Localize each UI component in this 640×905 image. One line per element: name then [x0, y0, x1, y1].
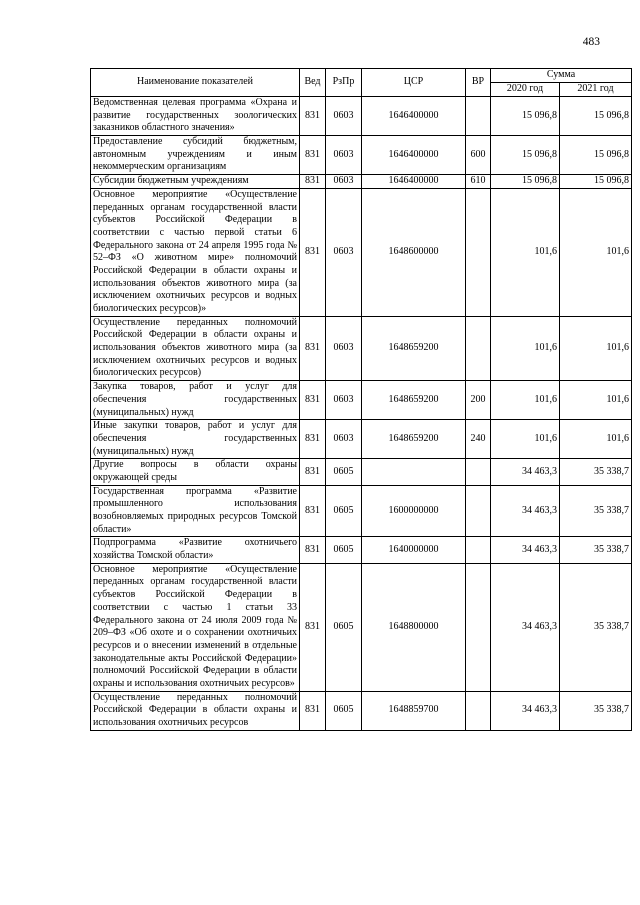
cell-rzpr: 0605	[326, 459, 362, 485]
cell-sum-2021: 35 338,7	[560, 485, 632, 537]
cell-sum-2020: 101,6	[491, 381, 560, 420]
cell-name: Осуществление переданных полномочий Российской Федерации в области охраны и использования охотничьих ресурсов	[91, 691, 300, 730]
header-ved: Вед	[300, 69, 326, 97]
cell-ved: 831	[300, 563, 326, 691]
cell-vr: 240	[466, 420, 491, 459]
cell-name: Субсидии бюджетным учреждениям	[91, 175, 300, 189]
cell-sum-2021: 15 096,8	[560, 97, 632, 136]
budget-table	[90, 68, 632, 731]
cell-sum-2021: 101,6	[560, 420, 632, 459]
cell-ved: 831	[300, 537, 326, 563]
cell-sum-2020: 15 096,8	[491, 175, 560, 189]
table-body	[91, 97, 632, 731]
cell-rzpr: 0603	[326, 175, 362, 189]
cell-sum-2020: 34 463,3	[491, 563, 560, 691]
cell-name: Государственная программа «Развитие промышленного использования возобновляемых природных ресурсов Томской области»	[91, 485, 300, 537]
cell-rzpr: 0605	[326, 485, 362, 537]
cell-sum-2021: 15 096,8	[560, 136, 632, 175]
cell-ved: 831	[300, 420, 326, 459]
table-header	[91, 69, 632, 97]
cell-sum-2020: 34 463,3	[491, 459, 560, 485]
cell-sum-2020: 15 096,8	[491, 136, 560, 175]
header-name: Наименование показателей	[91, 69, 300, 97]
cell-sum-2021: 101,6	[560, 381, 632, 420]
cell-csr: 1648659200	[362, 381, 466, 420]
cell-ved: 831	[300, 188, 326, 316]
cell-vr: 610	[466, 175, 491, 189]
cell-csr: 1640000000	[362, 537, 466, 563]
cell-sum-2021: 35 338,7	[560, 537, 632, 563]
cell-vr	[466, 485, 491, 537]
table-row	[91, 316, 632, 380]
cell-csr: 1646400000	[362, 136, 466, 175]
cell-sum-2021: 35 338,7	[560, 691, 632, 730]
cell-csr: 1646400000	[362, 97, 466, 136]
cell-sum-2021: 101,6	[560, 316, 632, 380]
cell-vr	[466, 188, 491, 316]
cell-rzpr: 0603	[326, 381, 362, 420]
cell-sum-2020: 101,6	[491, 188, 560, 316]
cell-rzpr: 0603	[326, 188, 362, 316]
header-sum: Сумма	[491, 69, 632, 83]
cell-csr: 1648800000	[362, 563, 466, 691]
header-2020: 2020 год	[491, 83, 560, 97]
cell-name: Основное мероприятие «Осуществление переданных органам государственной власти субъектов Российской Федерации в соответствии с частью первой статьи 6 Федерального закона от 24 апреля 1995 года № 52–ФЗ «О животном мире» полномочий Российской Федерации в области охраны и использования объектов животного мира (за исключением охотничьих ресурсов и водных биологических ресурсов)»	[91, 188, 300, 316]
cell-vr	[466, 691, 491, 730]
cell-sum-2020: 34 463,3	[491, 537, 560, 563]
cell-ved: 831	[300, 381, 326, 420]
cell-rzpr: 0603	[326, 97, 362, 136]
cell-sum-2021: 35 338,7	[560, 563, 632, 691]
cell-ved: 831	[300, 691, 326, 730]
cell-csr: 1648659200	[362, 420, 466, 459]
cell-rzpr: 0605	[326, 563, 362, 691]
cell-ved: 831	[300, 175, 326, 189]
cell-vr	[466, 537, 491, 563]
cell-vr: 200	[466, 381, 491, 420]
cell-csr: 1648859700	[362, 691, 466, 730]
table-row	[91, 691, 632, 730]
cell-rzpr: 0605	[326, 537, 362, 563]
cell-name: Другие вопросы в области охраны окружающей среды	[91, 459, 300, 485]
cell-rzpr: 0603	[326, 316, 362, 380]
cell-name: Основное мероприятие «Осуществление переданных органам государственной власти субъектов Российской Федерации в соответствии с частью 1 статьи 33 Федерального закона от 24 июля 2009 года № 209–ФЗ «Об охоте и о сохранении охотничьих ресурсов и о внесении изменений в отдельные законодательные акты Российской Федерации» полномочий Российской Федерации в области охраны и использования охотничьих ресурсов»	[91, 563, 300, 691]
cell-csr	[362, 459, 466, 485]
cell-csr: 1646400000	[362, 175, 466, 189]
cell-sum-2020: 15 096,8	[491, 97, 560, 136]
cell-csr: 1648659200	[362, 316, 466, 380]
page-number: 483	[582, 36, 600, 48]
cell-rzpr: 0603	[326, 136, 362, 175]
cell-rzpr: 0605	[326, 691, 362, 730]
header-2021: 2021 год	[560, 83, 632, 97]
cell-name: Иные закупки товаров, работ и услуг для обеспечения государственных (муниципальных) нужд	[91, 420, 300, 459]
table-row	[91, 175, 632, 189]
cell-csr: 1648600000	[362, 188, 466, 316]
table-row	[91, 188, 632, 316]
table-row	[91, 420, 632, 459]
cell-name: Подпрограмма «Развитие охотничьего хозяйства Томской области»	[91, 537, 300, 563]
table-row	[91, 136, 632, 175]
cell-ved: 831	[300, 485, 326, 537]
cell-name: Предоставление субсидий бюджетным, автономным учреждениям и иным некоммерческим организациям	[91, 136, 300, 175]
cell-ved: 831	[300, 136, 326, 175]
table-row	[91, 563, 632, 691]
table-row	[91, 381, 632, 420]
cell-sum-2020: 34 463,3	[491, 691, 560, 730]
cell-vr	[466, 563, 491, 691]
table-row	[91, 537, 632, 563]
cell-vr: 600	[466, 136, 491, 175]
cell-csr: 1600000000	[362, 485, 466, 537]
cell-name: Ведомственная целевая программа «Охрана и развитие государственных зоологических заказников областного значения»	[91, 97, 300, 136]
cell-name: Осуществление переданных полномочий Российской Федерации в области охраны и использования объектов животного мира (за исключением охотничьих ресурсов и водных биологических ресурсов)	[91, 316, 300, 380]
cell-ved: 831	[300, 97, 326, 136]
cell-sum-2020: 101,6	[491, 420, 560, 459]
cell-rzpr: 0603	[326, 420, 362, 459]
header-vr: ВР	[466, 69, 491, 97]
cell-vr	[466, 316, 491, 380]
cell-sum-2021: 101,6	[560, 188, 632, 316]
cell-sum-2020: 101,6	[491, 316, 560, 380]
cell-sum-2021: 15 096,8	[560, 175, 632, 189]
header-csr: ЦСР	[362, 69, 466, 97]
cell-name: Закупка товаров, работ и услуг для обеспечения государственных (муниципальных) нужд	[91, 381, 300, 420]
table-row	[91, 485, 632, 537]
cell-vr	[466, 459, 491, 485]
cell-sum-2021: 35 338,7	[560, 459, 632, 485]
cell-sum-2020: 34 463,3	[491, 485, 560, 537]
cell-vr	[466, 97, 491, 136]
cell-ved: 831	[300, 459, 326, 485]
table-row	[91, 459, 632, 485]
cell-ved: 831	[300, 316, 326, 380]
header-rzpr: РзПр	[326, 69, 362, 97]
table-row	[91, 97, 632, 136]
